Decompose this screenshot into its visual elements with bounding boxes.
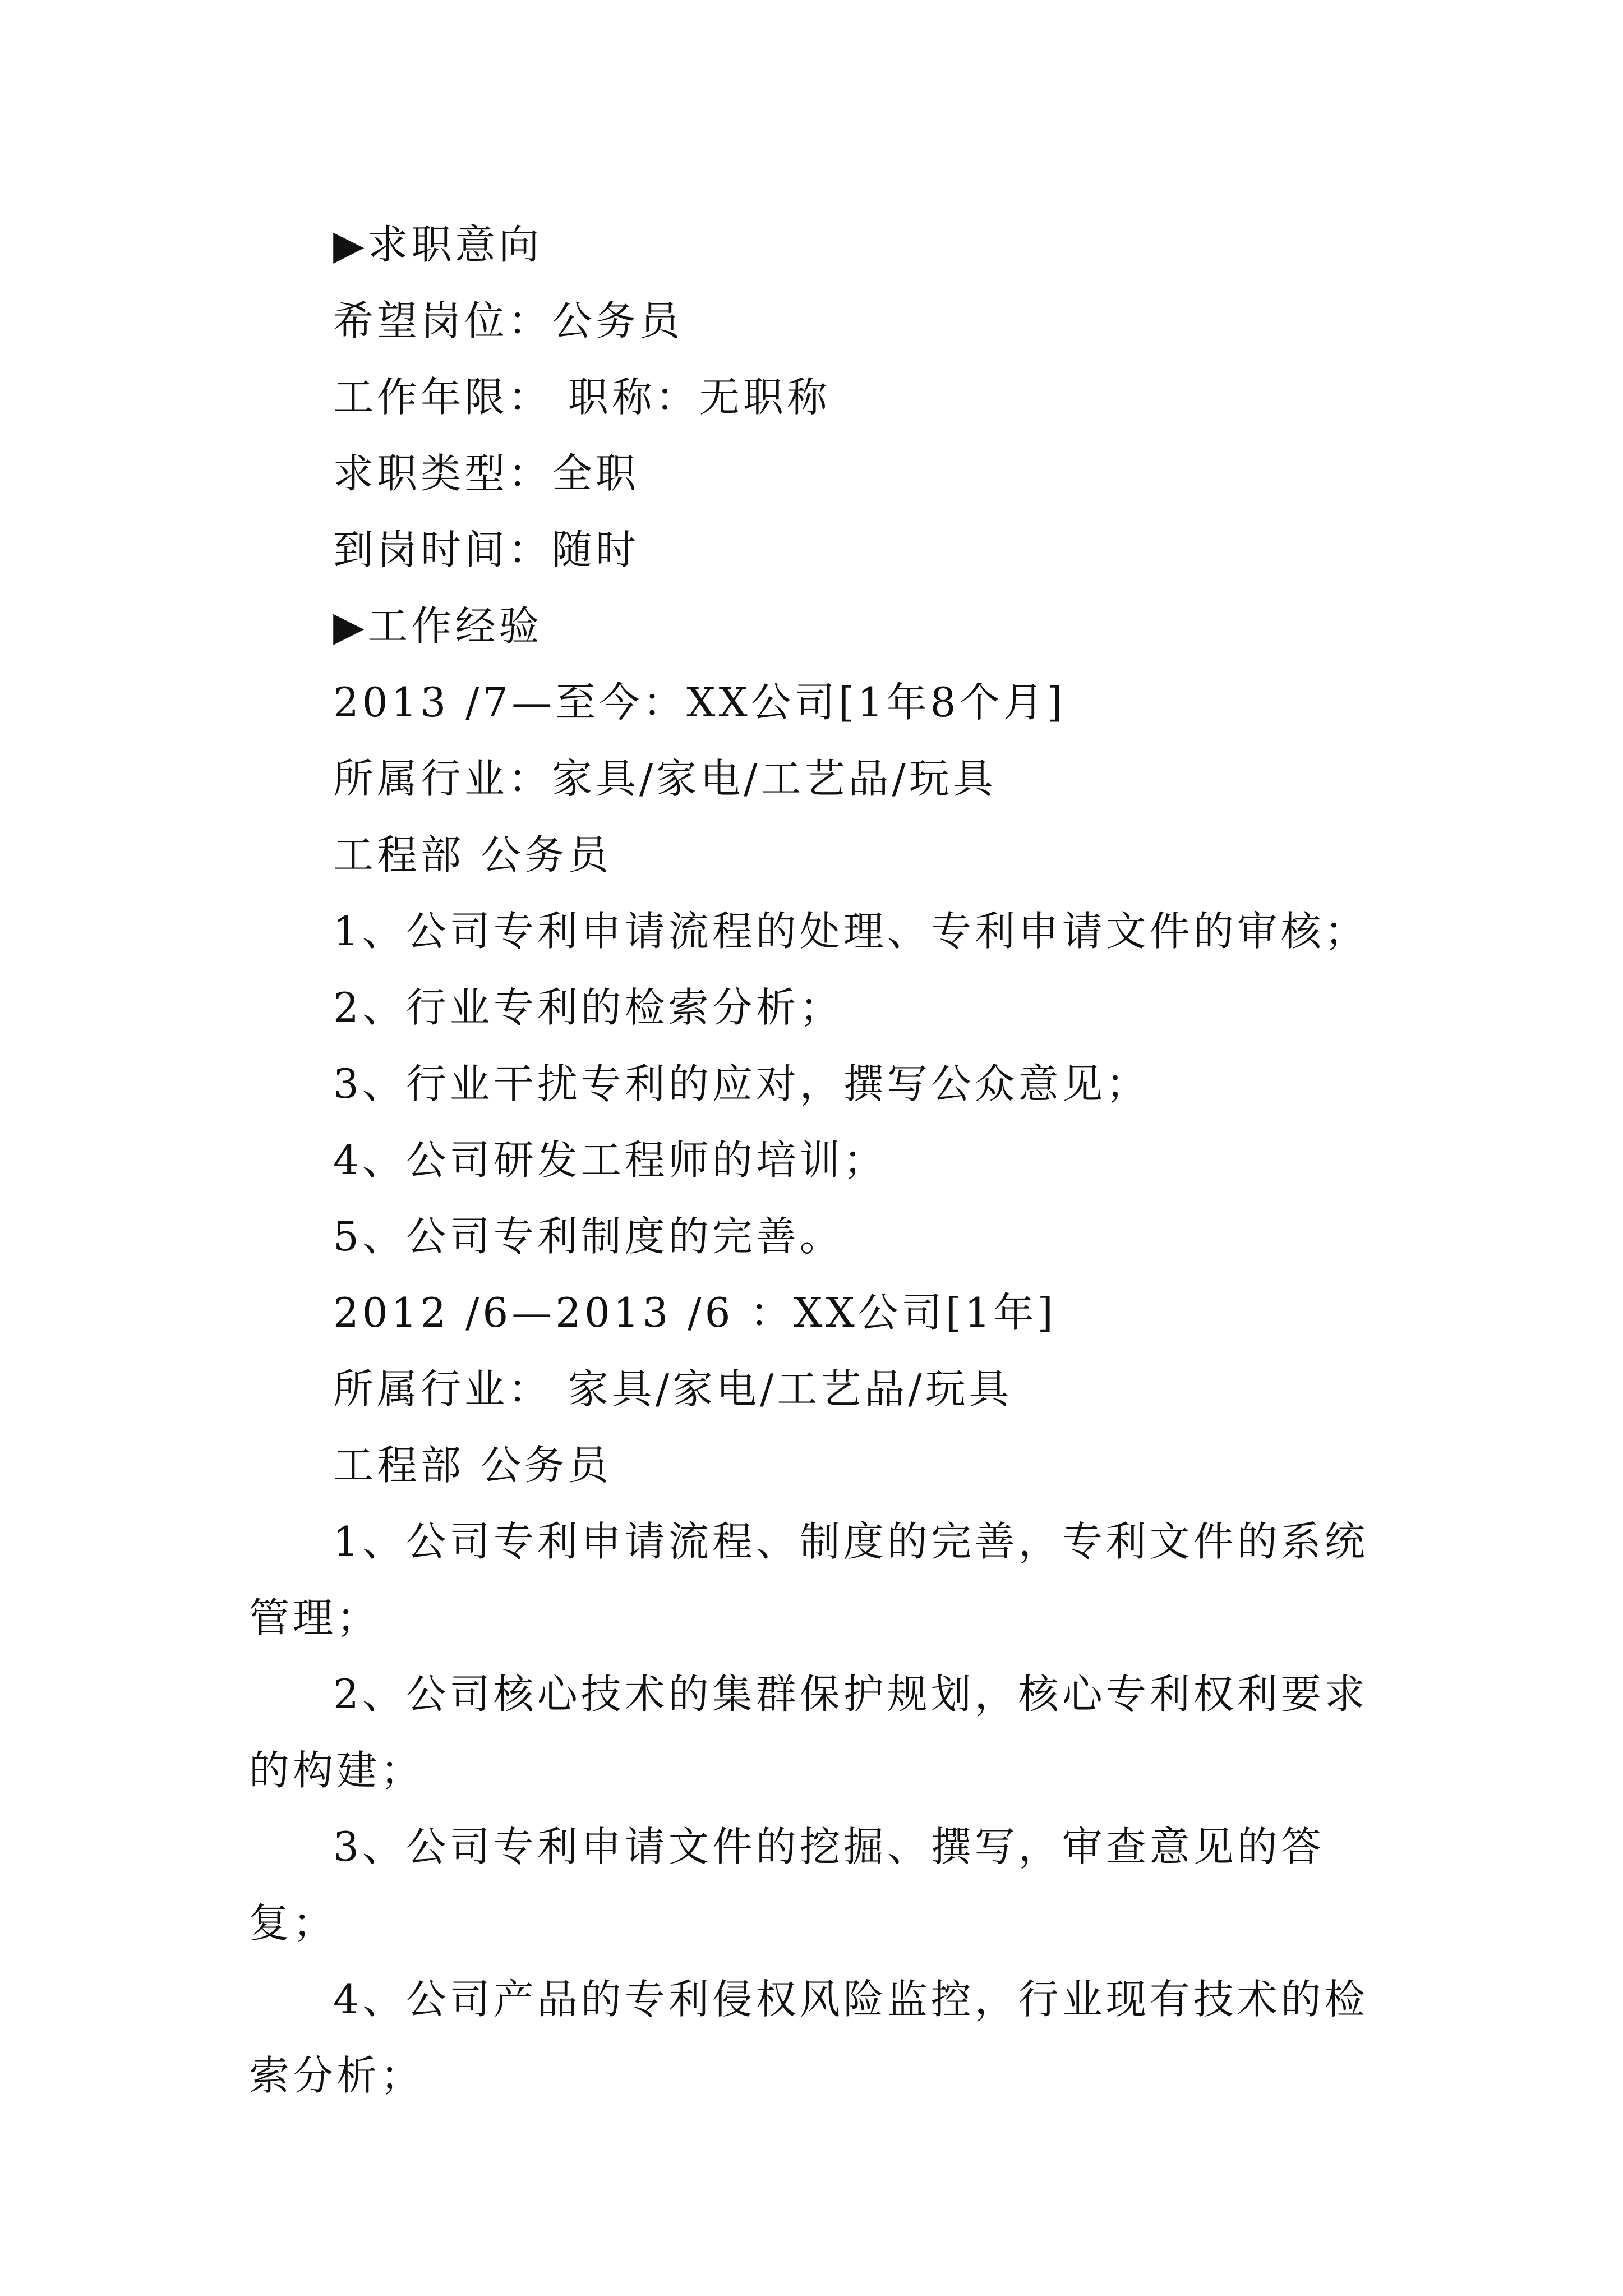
job-2-period: 2012 /6—2013 /6 ：XX公司[1年] <box>333 1289 1057 1336</box>
section-heading-job-intent: ▶求职意向 <box>333 221 543 268</box>
job-2-duty: 1、公司专利申请流程、制度的完善，专利文件的系统管理； <box>249 1518 1368 1641</box>
job-2-industry: 所属行业： 家具/家电/工艺品/玩具 <box>333 1365 1013 1412</box>
job-2-duty: 3、公司专利申请文件的挖掘、撰写，审查意见的答复； <box>249 1823 1325 1947</box>
job-type: 求职类型：全职 <box>333 450 640 497</box>
job-1-duty: 3、行业干扰专利的应对，撰写公众意见； <box>333 1060 1150 1107</box>
job-1-duty: 4、公司研发工程师的培训； <box>333 1137 887 1184</box>
job-1-period: 2013 /7—至今：XX公司[1年8个月] <box>333 679 1066 726</box>
years-and-title: 工作年限： 职称：无职称 <box>333 374 831 421</box>
job-2-duty: 4、公司产品的专利侵权风险监控，行业现有技术的检索分析； <box>249 1976 1368 2099</box>
desired-position: 希望岗位：公务员 <box>333 297 684 344</box>
job-2-duty: 2、公司核心技术的集群保护规划，核心专利权利要求的构建； <box>249 1671 1368 1794</box>
job-1-department: 工程部 公务员 <box>333 831 612 878</box>
job-1-industry: 所属行业：家具/家电/工艺品/玩具 <box>333 755 997 802</box>
job-1-duty: 5、公司专利制度的完善。 <box>333 1213 843 1260</box>
resume-content <box>249 206 1385 2114</box>
section-heading-work-experience: ▶工作经验 <box>333 602 543 650</box>
availability: 到岗时间：随时 <box>333 526 640 573</box>
job-1-duty: 2、行业专利的检索分析； <box>333 984 843 1031</box>
job-2-department: 工程部 公务员 <box>333 1442 612 1489</box>
job-1-duty: 1、公司专利申请流程的处理、专利申请文件的审核； <box>333 908 1368 955</box>
